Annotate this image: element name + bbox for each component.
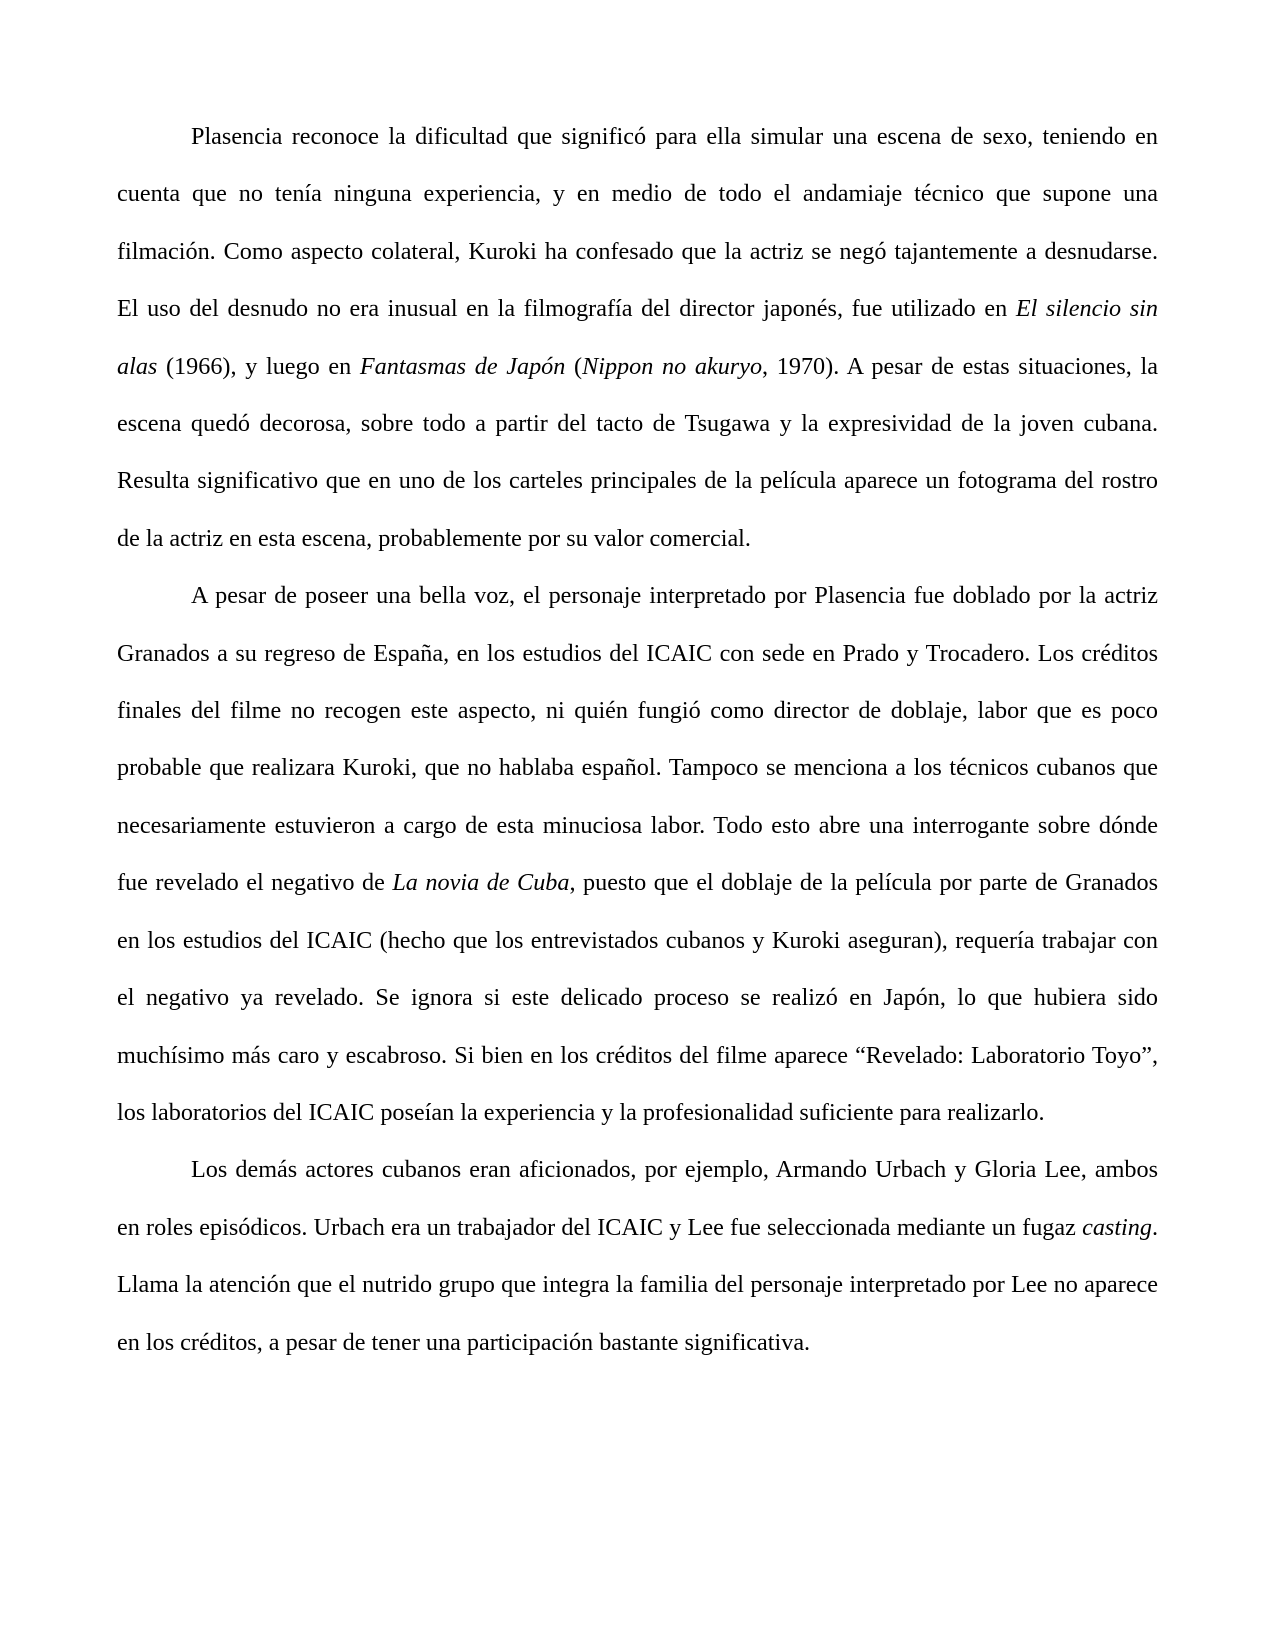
film-title-el-silencio-sin-alas: El silencio sin alas [117,295,1158,380]
paragraph-1-text: (1966), y luego en [157,352,360,380]
paragraph-1 [117,108,1158,567]
paragraph-2-text: A pesar de poseer una bella voz, el personaje interpretado por Plasencia fue doblado por la actriz Granados a su regreso de España, en los estudios del ICAIC con sede en Prado y Trocadero. Los créditos finales del filme no recogen este aspecto, ni quién fungió como director de doblaje, labor que es poco probable que realizara Kuroki, que no hablaba español. Tampoco se menciona a los técnicos cubanos que necesariamente estuvieron a cargo de esta minuciosa labor. Todo esto abre una interrogante sobre dónde fue revelado el negativo de [117,582,1158,897]
paragraph-3 [117,1141,1158,1371]
film-title-la-novia-de-cuba: La novia de Cuba [392,869,570,897]
paragraph-2 [117,567,1158,1141]
paragraph-1-text: Plasencia reconoce la dificultad que significó para ella simular una escena de sexo, teniendo en cuenta que no tenía ninguna experiencia, y en medio de todo el andamiaje técnico que supone una filmación. Como aspecto colateral, Kuroki ha confesado que la actriz se negó tajantemente a desnudarse. El uso del desnudo no era inusual en la filmografía del director japonés, fue utilizado en [117,123,1158,323]
paragraph-3-text: . Llama la atención que el nutrido grupo que integra la familia del personaje interpretado por Lee no aparece en los créditos, a pesar de tener una participación bastante significativa. [117,1213,1158,1356]
paragraph-2-text: , puesto que el doblaje de la película por parte de Granados en los estudios del ICAIC (hecho que los entrevistados cubanos y Kuroki aseguran), requería trabajar con el negativo ya revelado. Se ignora si este delicado proceso se realizó en Japón, lo que hubiera sido muchísimo más caro y escabroso. Si bien en los créditos del filme aparece “Revelado: Laboratorio Toyo”, los laboratorios del ICAIC poseían la experiencia y la profesionalidad suficiente para realizarlo. [117,869,1158,1126]
film-title-fantasmas-de-japon: Fantasmas de Japón [359,352,566,380]
film-title-nippon-no-akuryo: Nippon no akuryo [582,352,763,380]
body-text [117,108,1158,1371]
paragraph-1-text: ( [565,352,583,380]
paragraph-3-text: Los demás actores cubanos eran aficionados, por ejemplo, Armando Urbach y Gloria Lee, ambos en roles episódicos. Urbach era un trabajador del ICAIC y Lee fue seleccionada mediante un fugaz [117,1156,1158,1241]
paragraph-1-text: , 1970). A pesar de estas situaciones, la escena quedó decorosa, sobre todo a partir del tacto de Tsugawa y la expresividad de la joven cubana. Resulta significativo que en uno de los carteles principales de la película aparece un fotograma del rostro de la actriz en esta escena, probablemente por su valor comercial. [117,352,1158,552]
term-casting: casting [1082,1213,1152,1241]
